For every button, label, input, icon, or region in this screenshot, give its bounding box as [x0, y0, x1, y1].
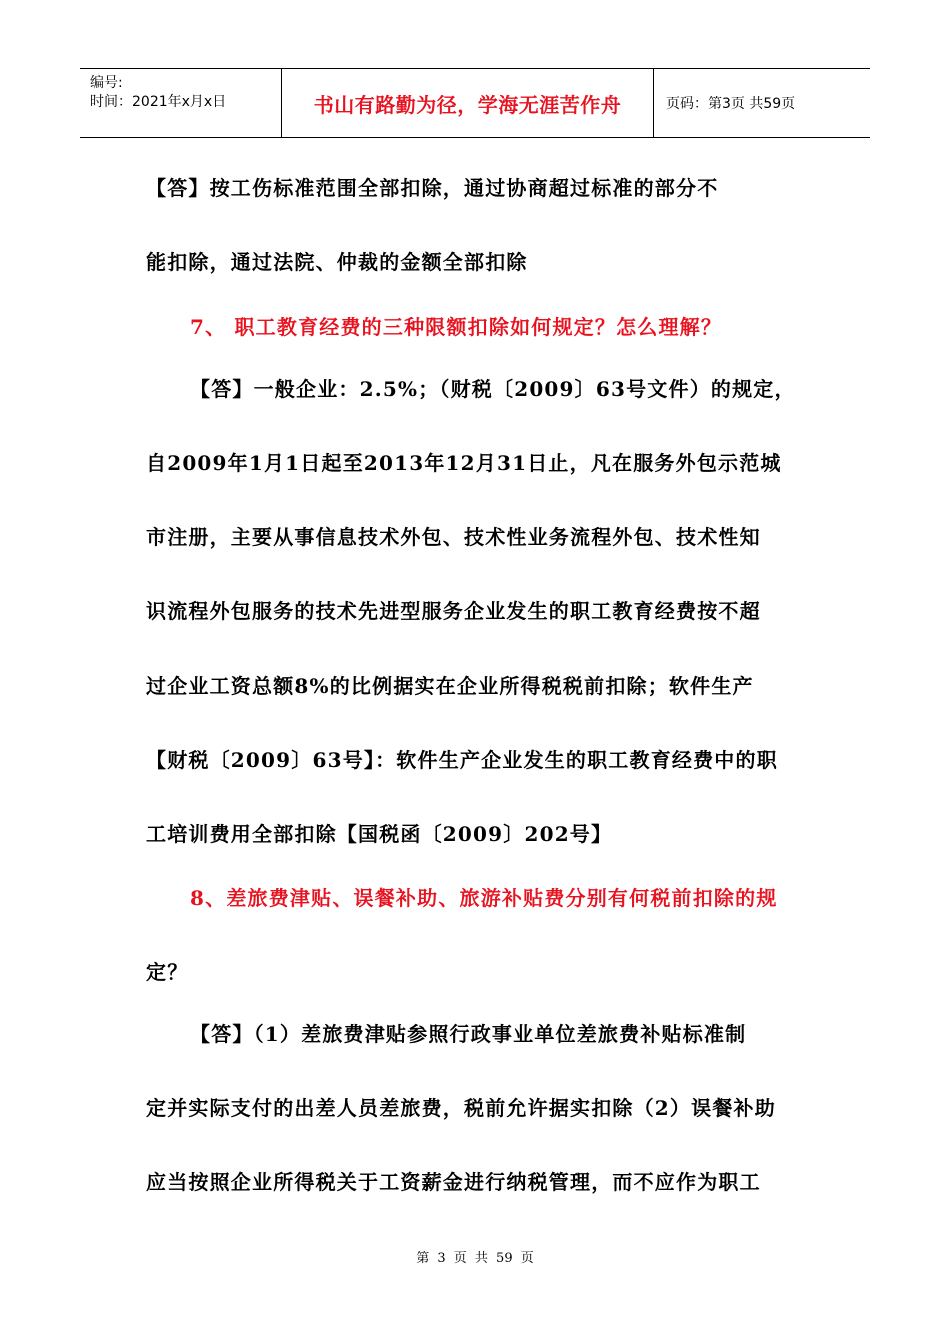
header-page-info-cell	[654, 69, 870, 137]
body-line: 【答】按工伤标准范围全部扣除，通过协商超过标准的部分不	[146, 176, 719, 200]
body-line: 【答】一般企业：2.5%；（财税〔2009〕63号文件）的规定，	[190, 377, 796, 401]
header-motto: 书山有路勤为径，学海无涯苦作舟	[313, 92, 622, 117]
body-line: 定并实际支付的出差人员差旅费，税前允许据实扣除（2）误餐补助	[146, 1096, 776, 1120]
body-line: 定？	[146, 960, 189, 984]
body-line: 市注册，主要从事信息技术外包、技术性业务流程外包、技术性知	[146, 525, 761, 549]
header-meta	[80, 69, 282, 137]
body-line: 【答】（1）差旅费津贴参照行政事业单位差旅费补贴标准制	[190, 1022, 747, 1046]
body-line: 能扣除，通过法院、仲裁的金额全部扣除	[146, 250, 528, 274]
body-line: 自2009年1月1日起至2013年12月31日止，凡在服务外包示范城	[146, 451, 782, 475]
page-footer: 第 3 页 共 59 页	[416, 1251, 534, 1266]
body-line: 工培训费用全部扣除【国税函〔2009〕202号】	[146, 822, 613, 846]
body-line: 识流程外包服务的技术先进型服务企业发生的职工教育经费按不超	[146, 599, 761, 623]
body-line: 过企业工资总额8%的比例据实在企业所得税税前扣除；软件生产	[146, 674, 754, 698]
body-line: 【财税〔2009〕63号】：软件生产企业发生的职工教育经费中的职	[146, 748, 778, 772]
number-label: 编号:	[90, 75, 123, 91]
question-heading-7: 7、 职工教育经费的三种限额扣除如何规定？怎么理解？	[190, 315, 723, 339]
body-line: 应当按照企业所得税关于工资薪金进行纳税管理，而不应作为职工	[146, 1170, 761, 1194]
question-heading-8: 8、差旅费津贴、误餐补助、旅游补贴费分别有何税前扣除的规	[190, 886, 778, 910]
header-page-info: 页码：第3页 共59页	[666, 96, 796, 112]
page-header	[80, 68, 870, 138]
time-label: 时间：2021年x月x日	[90, 94, 227, 110]
header-motto-cell	[282, 69, 654, 137]
